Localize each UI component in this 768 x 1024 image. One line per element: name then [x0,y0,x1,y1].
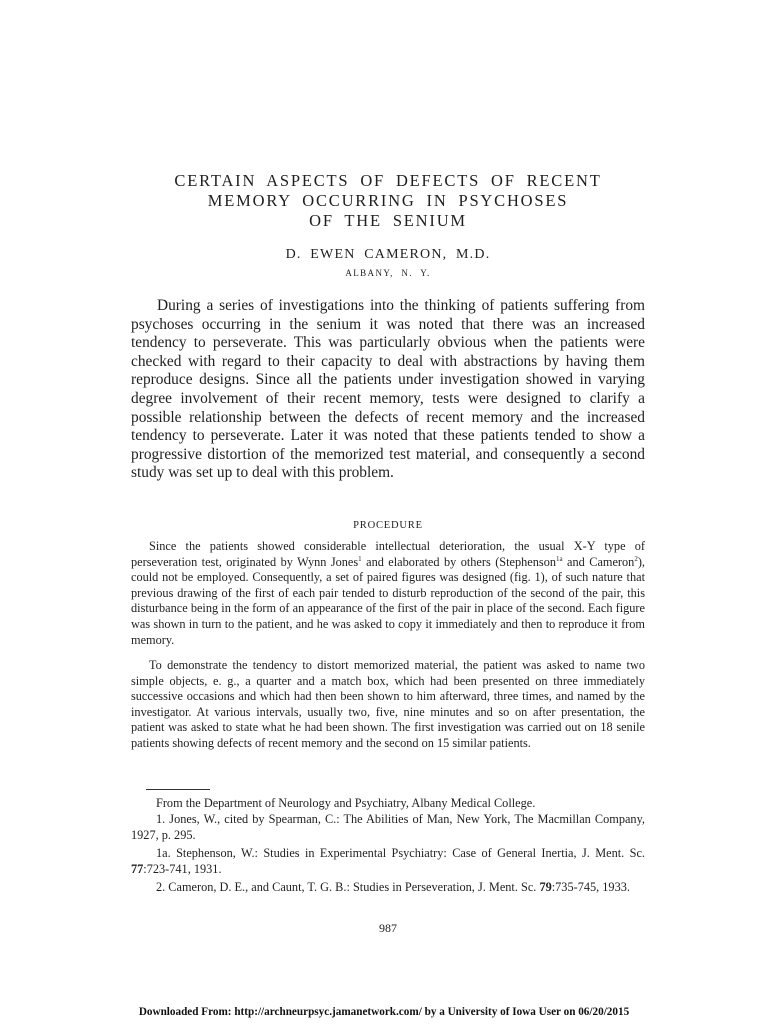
footnote-1a-volume: 77 [131,862,144,876]
footnote-1: 1. Jones, W., cited by Spearman, C.: The Abilities of Man, New York, The Macmillan Company, 1927, p. 295. [131,812,645,842]
title-line-2: MEMORY OCCURRING IN PSYCHOSES [207,191,569,210]
footnote-divider [146,789,210,790]
procedure-paragraph-2: To demonstrate the tendency to distort memorized material, the patient was asked to name two simple objects, e. g., a quarter and a match box, which had been presented on three immediately successive occasions and which had then been shown to him afterward, three times, and named by the investigator. At various intervals, usually two, five, nine minutes and so on after presentation, the patient was asked to state what he had been shown. The first investigation was carried out on 18 senile patients showing defects of recent memory and the second on 15 similar patients. [131,658,645,750]
title-line-3: OF THE SENIUM [309,211,467,230]
author-location: ALBANY, N. Y. [345,268,431,278]
author-name: D. EWEN CAMERON, M.D. [285,247,491,262]
section-heading-procedure: PROCEDURE [353,520,423,531]
footnote-affiliation: From the Department of Neurology and Psychiatry, Albany Medical College. [156,796,536,810]
footnote-2-text: 2. Cameron, D. E., and Caunt, T. G. B.: Studies in Perseveration, J. Ment. Sc. [156,880,540,894]
article-title [130,171,646,231]
title-line-1: CERTAIN ASPECTS OF DEFECTS OF RECENT [174,171,602,190]
footnote-2 [131,879,645,895]
citation-ref-1a: 1a [556,554,563,563]
footnote-1a [131,845,645,877]
citation-ref-2: 2 [634,554,638,563]
download-footer: Downloaded From: http://archneurpsyc.jamanetwork.com/ by a University of Iowa User on 06/20/2015 [138,1006,630,1018]
footnote-1a-pages: :723-741, 1931. [143,862,222,876]
procedure-p1-text-b: and elaborated by others (Stephenson [361,554,556,569]
page-number: 987 [379,921,397,935]
procedure-paragraph-1 [131,539,645,648]
citation-ref-1: 1 [358,554,362,563]
procedure-p1-text-a: Since the patients showed considerable intellectual deterioration, the usual X-Y type of perseveration test, originated by Wynn Jones [131,539,645,569]
footnote-2-pages: :735-745, 1933. [551,880,630,894]
footnote-2-volume: 79 [539,880,552,894]
intro-paragraph: During a series of investigations into the thinking of patients suffering from psychoses occurring in the senium it was noted that there was an increased tendency to perseverate. This was particularly obvious when the patients were checked with regard to their capacity to deal with abstractions by having them reproduce designs. Since all the patients under investigation showed in varying degree involvement of their recent memory, tests were designed to clarify a possible relationship between the defects of recent memory and the increased tendency to perseverate. Later it was noted that these patients tended to show a progressive distortion of the memorized test material, and consequently a second study was set up to deal with this problem. [131,297,645,482]
procedure-p1-text-c: and Cameron [562,554,635,569]
procedure-p1-text-d: ), could not be employed. Consequently, a set of paired figures was designed (fig. 1), of such nature that previous drawing of the first of each pair tended to disturb reproduction of the second of the pair, this disturbance being in the form of an appearance of the first of the pair in place of the second. Each figure was shown in turn to the patient, and he was asked to copy it immediately and then to reproduce it from memory. [131,554,645,647]
footnote-1a-text: 1a. Stephenson, W.: Studies in Experimental Psychiatry: Case of General Inertia, J. Ment. Sc. [156,846,645,860]
